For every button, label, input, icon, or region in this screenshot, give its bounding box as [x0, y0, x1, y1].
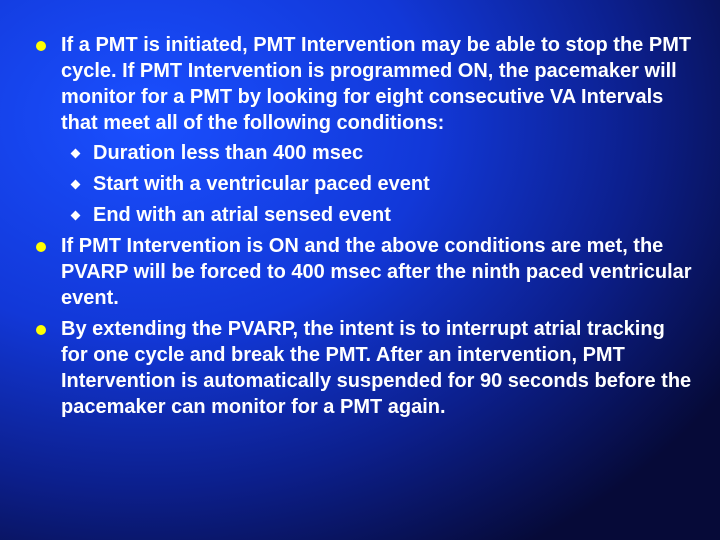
yellow-circle-bullet-icon [36, 325, 46, 335]
sub-bullet-text: End with an atrial sensed event [93, 204, 391, 226]
white-diamond-bullet-icon [71, 180, 81, 190]
sub-bullet-item-duration [71, 140, 692, 166]
bullet-item-extending-pvarp [32, 316, 692, 420]
bullet-list [32, 32, 692, 425]
sub-bullet-text: Start with a ventricular paced event [93, 173, 430, 195]
yellow-circle-bullet-icon [36, 41, 46, 51]
sub-bullet-item-start [71, 171, 692, 197]
sub-bullet-item-end [71, 202, 692, 228]
bullet-item-pvarp-forced [32, 233, 692, 311]
white-diamond-bullet-icon [71, 211, 81, 221]
yellow-circle-bullet-icon [36, 242, 46, 252]
sub-bullet-list [61, 140, 692, 228]
bullet-text: By extending the PVARP, the intent is to interrupt atrial tracking for one cycle and break the PMT. After an intervention, PMT Intervention is automatically suspended for 90 seconds before the pacemaker can monitor for a PMT again. [61, 318, 692, 418]
bullet-text: If a PMT is initiated, PMT Intervention may be able to stop the PMT cycle. If PMT Intervention is programmed ON, the pacemaker will monitor for a PMT by looking for eight consecutive VA Intervals that meet all of the following conditions: [61, 34, 692, 134]
bullet-item-pmt-initiated [32, 32, 692, 228]
white-diamond-bullet-icon [71, 149, 81, 159]
sub-bullet-text: Duration less than 400 msec [93, 142, 364, 164]
bullet-text: If PMT Intervention is ON and the above conditions are met, the PVARP will be forced to 400 msec after the ninth paced ventricular event. [61, 235, 692, 309]
